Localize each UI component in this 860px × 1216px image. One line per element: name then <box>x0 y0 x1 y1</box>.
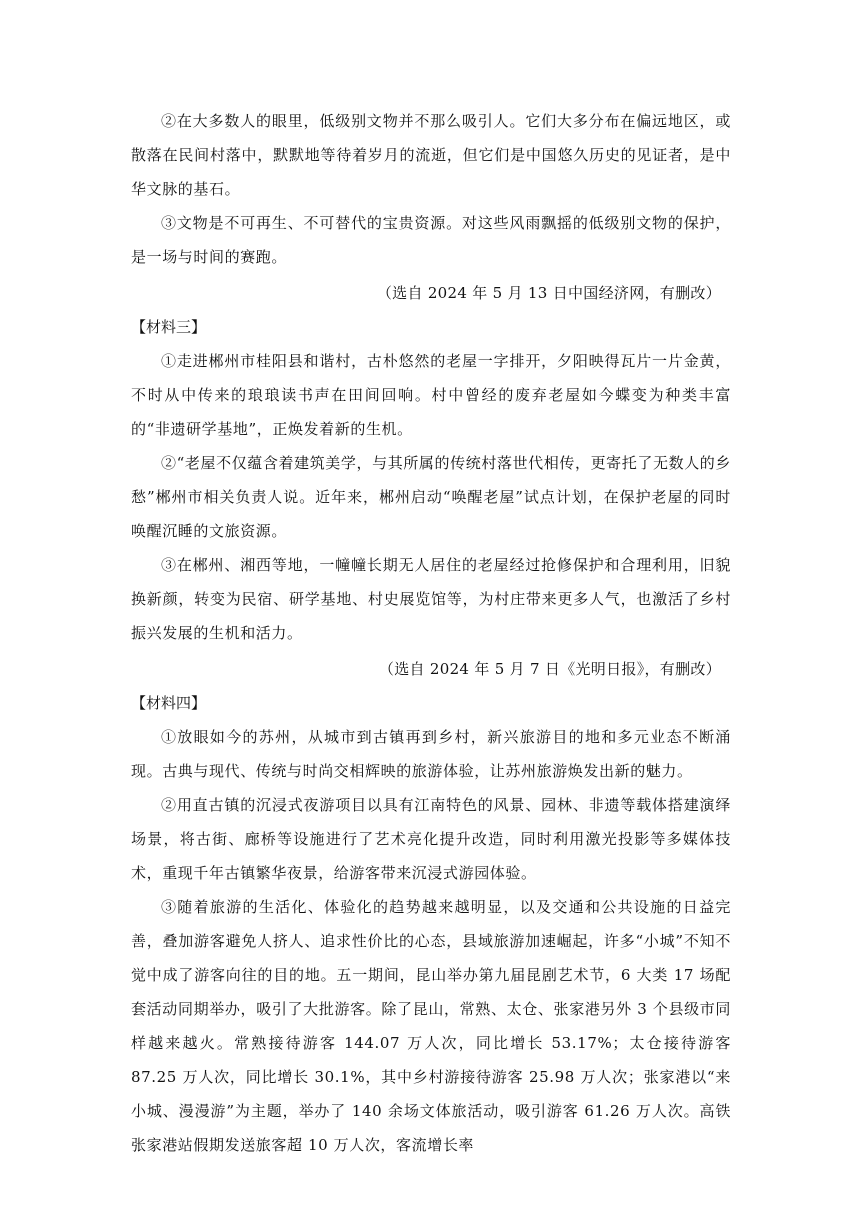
paragraph: ③随着旅游的生活化、体验化的趋势越来越明显，以及交通和公共设施的日益完善，叠加游客避免人挤人、追求性价比的心态，县域旅游加速崛起，许多“小城”不知不觉中成了游客向往的目的地。五一期间，昆山举办第九届昆剧艺术节，6 大类 17 场配套活动同期举办，吸引了大批游客。除了昆山，常熟、太仓、张家港另外 3 个县级市同样越来越火。常熟接待游客 144.07 万人次，同比增长 53.17%；太仓接待游客 87.25 万人次，同比增长 30.1%，其中乡村游接待游客 25.98 万人次；张家港以“来小城、漫漫游”为主题，举办了 140 余场文体旅活动，吸引游客 61.26 万人次。高铁张家港站假期发送旅客超 10 万人次，客流增长率 <box>131 898 731 1154</box>
section-heading: 【材料四】 <box>131 694 207 712</box>
source-citation: （选自 2024 年 5 月 7 日《光明日报》，有删改） <box>378 660 721 678</box>
source-citation: （选自 2024 年 5 月 13 日中国经济网，有删改） <box>376 284 721 302</box>
material4-section <box>131 686 731 1162</box>
material3-section <box>131 310 731 686</box>
section-heading: 【材料三】 <box>131 318 207 336</box>
paragraph: ②在大多数人的眼里，低级别文物并不那么吸引人。它们大多分布在偏远地区，或散落在民间村落中，默默地等待着岁月的流逝，但它们是中国悠久历史的见证者，是中华文脉的基石。 <box>131 112 731 198</box>
material2-tail <box>131 104 731 310</box>
paragraph: ②“老屋不仅蕴含着建筑美学，与其所属的传统村落世代相传，更寄托了无数人的乡愁”郴州市相关负责人说。近年来，郴州启动“唤醒老屋”试点计划，在保护老屋的同时唤醒沉睡的文旅资源。 <box>131 454 731 540</box>
document-body <box>131 104 731 1162</box>
paragraph: ①走进郴州市桂阳县和谐村，古朴悠然的老屋一字排开，夕阳映得瓦片一片金黄，不时从中传来的琅琅读书声在田间回响。村中曾经的废弃老屋如今蝶变为种类丰富的“非遗研学基地”，正焕发着新的生机。 <box>131 352 731 438</box>
paragraph: ③在郴州、湘西等地，一幢幢长期无人居住的老屋经过抢修保护和合理利用，旧貌换新颜，转变为民宿、研学基地、村史展览馆等，为村庄带来更多人气，也激活了乡村振兴发展的生机和活力。 <box>131 556 731 642</box>
paragraph: ①放眼如今的苏州，从城市到古镇再到乡村，新兴旅游目的地和多元业态不断涌现。古典与现代、传统与时尚交相辉映的旅游体验，让苏州旅游焕发出新的魅力。 <box>131 728 731 780</box>
paragraph: ②用直古镇的沉浸式夜游项目以具有江南特色的风景、园林、非遗等载体搭建演绎场景，将古街、廊桥等设施进行了艺术亮化提升改造，同时利用激光投影等多媒体技术，重现千年古镇繁华夜景，给游客带来沉浸式游园体验。 <box>131 796 731 882</box>
paragraph: ③文物是不可再生、不可替代的宝贵资源。对这些风雨飘摇的低级别文物的保护，是一场与时间的赛跑。 <box>131 214 731 266</box>
